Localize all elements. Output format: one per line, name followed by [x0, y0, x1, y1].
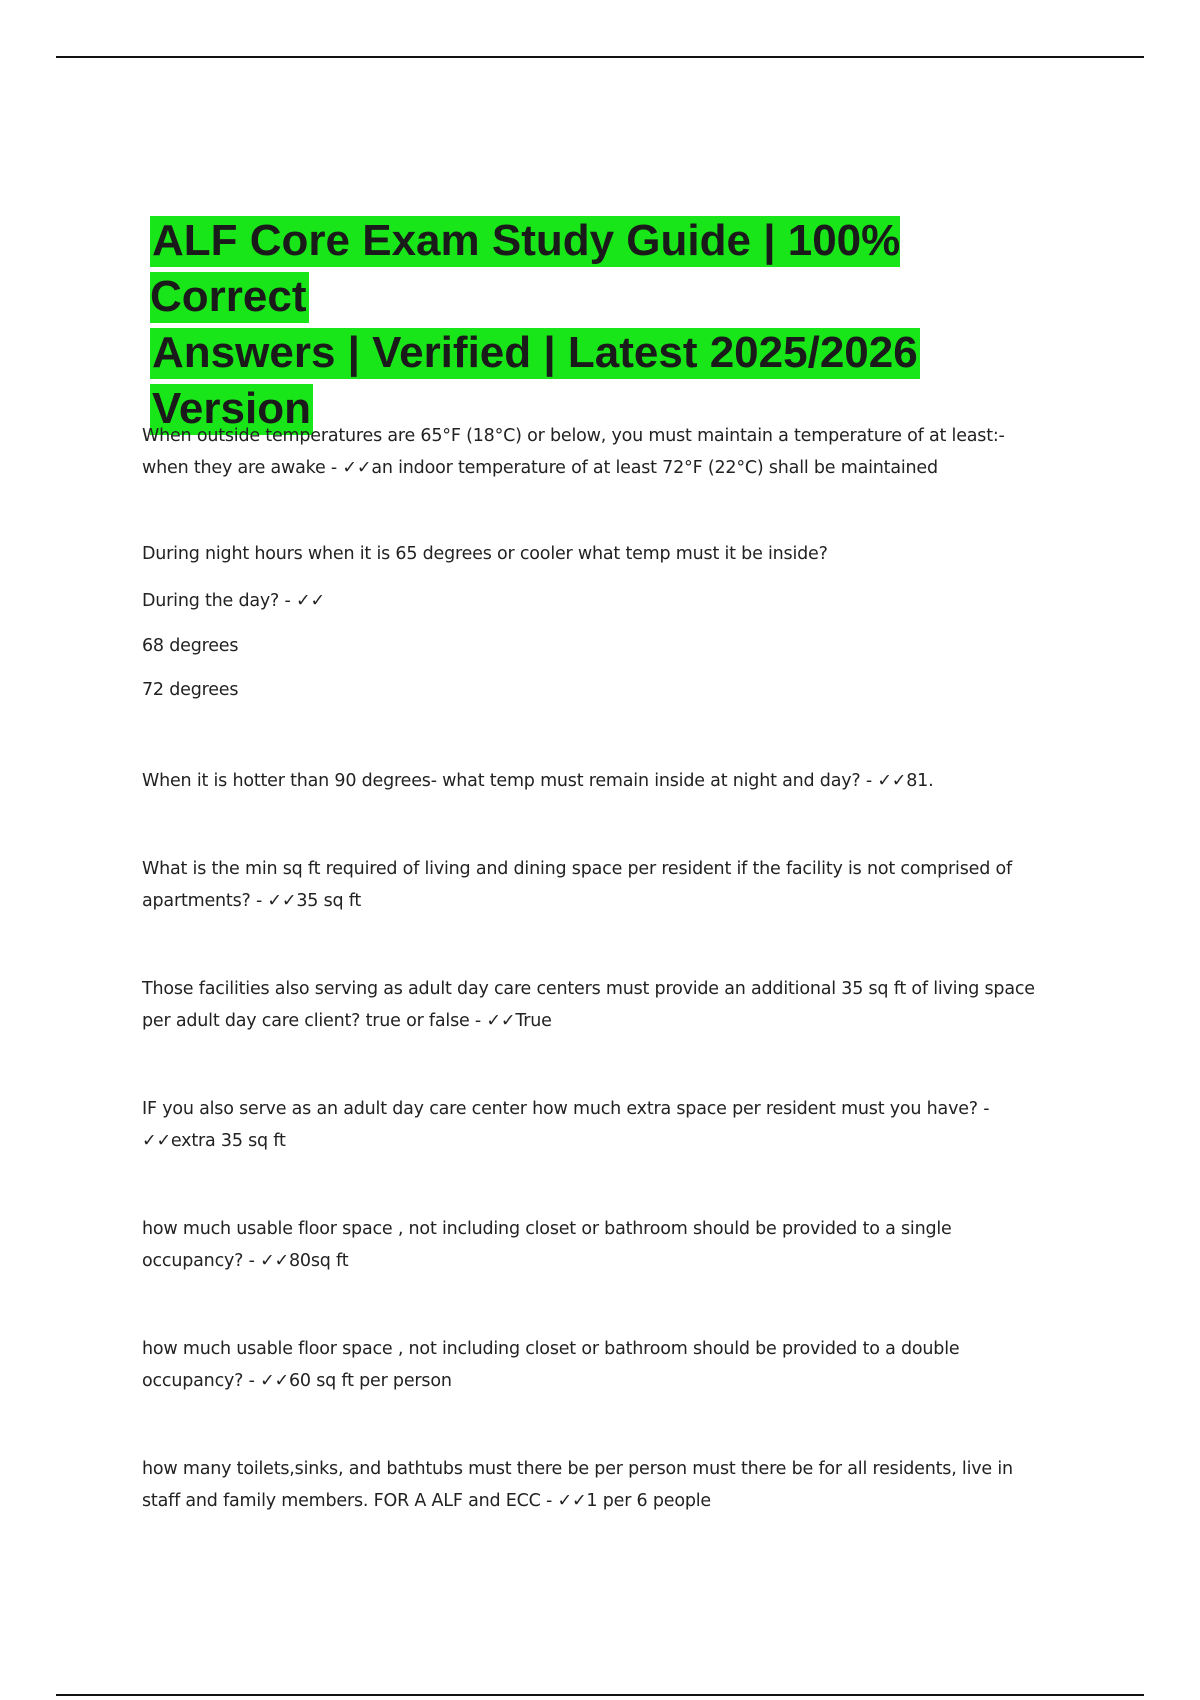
- qa-item-11: [142, 1333, 1072, 1397]
- qa-line: During night hours when it is 65 degrees or cooler what temp must it be inside?: [142, 544, 828, 564]
- qa-line: During the day? - ✓✓: [142, 591, 325, 611]
- qa-line: Those facilities also serving as adult day care centers must provide an additional 35 sq ft of living space: [142, 979, 1035, 999]
- qa-line: how much usable floor space , not including closet or bathroom should be provided to a double: [142, 1339, 960, 1359]
- qa-line: staff and family members. FOR A ALF and ECC - ✓✓1 per 6 people: [142, 1491, 711, 1511]
- qa-line: What is the min sq ft required of living and dining space per resident if the facility is not comprised of: [142, 859, 1012, 879]
- qa-line: 68 degrees: [142, 636, 239, 656]
- qa-item-2: [142, 538, 1072, 570]
- bottom-rule: [56, 1694, 1144, 1696]
- qa-line: When outside temperatures are 65°F (18°C) or below, you must maintain a temperature of at least:-: [142, 426, 1005, 446]
- qa-line: when they are awake - ✓✓an indoor temperature of at least 72°F (22°C) shall be maintained: [142, 458, 938, 478]
- qa-line: IF you also serve as an adult day care center how much extra space per resident must you have? -: [142, 1099, 990, 1119]
- qa-item-9: [142, 1093, 1072, 1157]
- qa-item-3: [142, 585, 1072, 617]
- qa-line: When it is hotter than 90 degrees- what temp must remain inside at night and day? - ✓✓81.: [142, 771, 934, 791]
- title-line-3: Version: [152, 384, 311, 433]
- qa-line: apartments? - ✓✓35 sq ft: [142, 891, 362, 911]
- title-line-1: ALF Core Exam Study Guide | 100% Correct: [150, 216, 901, 321]
- qa-item-12: [142, 1453, 1072, 1517]
- qa-item-1: [142, 420, 1072, 484]
- qa-line: occupancy? - ✓✓80sq ft: [142, 1251, 349, 1271]
- qa-item-8: [142, 973, 1072, 1037]
- title-line-2: Answers | Verified | Latest 2025/2026: [152, 328, 918, 377]
- qa-item-6: [142, 765, 1072, 797]
- qa-item-5: [142, 674, 1072, 706]
- document-title: [150, 213, 1070, 437]
- qa-line: occupancy? - ✓✓60 sq ft per person: [142, 1371, 452, 1391]
- qa-line: how many toilets,sinks, and bathtubs must there be per person must there be for all residents, live in: [142, 1459, 1013, 1479]
- qa-item-4: [142, 630, 1072, 662]
- qa-line: 72 degrees: [142, 680, 239, 700]
- qa-line: how much usable floor space , not including closet or bathroom should be provided to a single: [142, 1219, 952, 1239]
- top-rule: [56, 56, 1144, 58]
- qa-line: per adult day care client? true or false - ✓✓True: [142, 1011, 552, 1031]
- qa-line: ✓✓extra 35 sq ft: [142, 1131, 286, 1151]
- qa-item-10: [142, 1213, 1072, 1277]
- qa-item-7: [142, 853, 1072, 917]
